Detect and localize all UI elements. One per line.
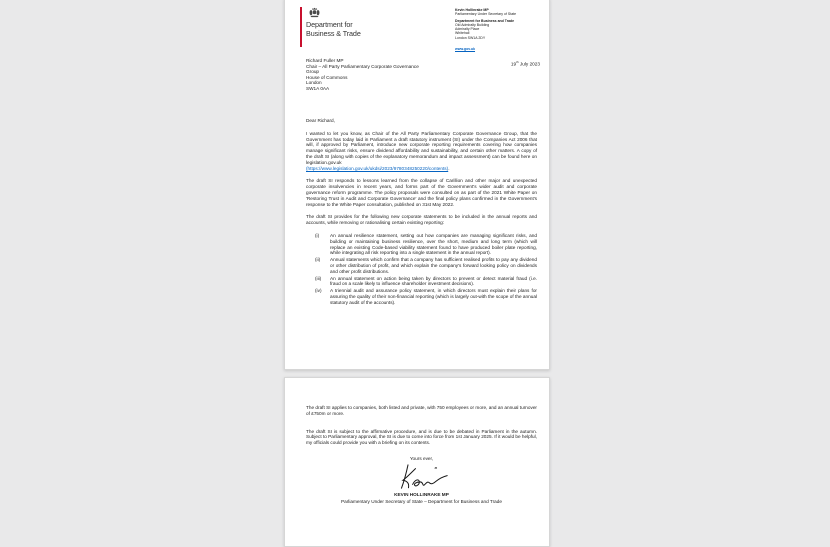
- signatory-name: KEVIN HOLLINRAKE MP: [394, 491, 449, 497]
- closing-valediction: Yours ever,: [409, 455, 434, 461]
- link-suffix: .: [448, 165, 450, 171]
- list-text: A triennial audit and assurance policy statement, in which directors must explain their plans for assuring the quality of their non-financial reporting (which is largely out-with the scope of the annual statutory audit of the accounts).: [330, 288, 537, 305]
- handwritten-signature-icon: [394, 463, 450, 491]
- list-number: (ii): [315, 257, 321, 263]
- dept-name-line2: Business & Trade: [306, 28, 361, 38]
- sender-address-line: Whitehall: [455, 31, 470, 36]
- dept-name-line1: Department for: [306, 20, 353, 29]
- sender-dept: Department for Business and Trade: [455, 19, 515, 24]
- sender-address-line: Admiralty Place: [455, 27, 480, 32]
- list-number: (iv): [315, 288, 322, 294]
- recipient-postcode: SW1A 0AA: [306, 85, 330, 91]
- paragraph-5: The draft SI is subject to the affirmative procedure, and is due to be debated in Parliament in the autumn. Subject to Parliamentary approval, the SI is due to come into force from 1st January 2025. If it would be helpful, my officials could provide you with a briefing on its contents.: [306, 428, 537, 446]
- paragraph-4: The draft SI applies to companies, both listed and private, with 750 employees or more, and an annual turnover of £750m or more.: [306, 405, 537, 416]
- legislation-link[interactable]: (https://www.legislation.gov.uk/ukdsi/2023/9780348250220/contents): [306, 165, 449, 171]
- paragraph-3: The draft SI provides for the following new corporate statements to be included in the annual reports and accounts, while removing or rationalising certain existing reporting:: [306, 214, 537, 226]
- recipient-role: Chair – All Party Parliamentary Corporate Governance: [306, 63, 419, 69]
- letter-page-2: [284, 377, 550, 547]
- legislation-link-line: [306, 166, 537, 172]
- letter-page-1: [284, 0, 550, 370]
- recipient-role-cont: Group: [306, 69, 320, 75]
- list-text: An annual resilience statement, setting out how companies are managing significant risks, and building or maintaining business resilience, over the short, medium and long term (which will replace an existing Code-based viability statement found to have produced boiler plate reporting, while integrating all risk reporting into a single statement in the annual report).: [330, 232, 537, 256]
- list-item-iii: [306, 276, 537, 288]
- royal-crest-icon: [308, 7, 321, 20]
- list-number: (iii): [315, 275, 322, 281]
- list-item-iv: [306, 288, 537, 305]
- salutation: Dear Richard,: [306, 118, 335, 123]
- letter-body: [306, 118, 537, 307]
- signatory-title: Parliamentary Under Secretary of State – Department for Business and Trade: [340, 498, 503, 504]
- logo-red-bar: [300, 7, 302, 47]
- list-item-i: [306, 233, 537, 256]
- sender-address-line: Old Admiralty Building: [455, 23, 490, 28]
- sender-address-line: London SW1A 2DY: [455, 35, 486, 40]
- sender-title: Parliamentary Under Secretary of State: [455, 12, 517, 17]
- recipient-address: House of Commons: [306, 74, 348, 80]
- signature-area: [306, 463, 537, 492]
- letter-date: 19th July 2023: [510, 60, 540, 67]
- list-number: (i): [315, 232, 320, 238]
- dept-name: [306, 21, 361, 39]
- paragraph-2: The draft SI responds to lessons learned from the collapse of Carillion and other major and unexpected corporate insolvencies in recent years, and forms part of the Government's wider audit and corporate governance reform programme. The policy proposals were consulted on as part of the 2021 White Paper on 'Restoring Trust in Audit and Corporate Governance' and the final policy plans confirmed in the Government's response to the White Paper consultation, published on 31st May 2022.: [306, 178, 537, 207]
- dbt-logo: [300, 7, 361, 47]
- recipient-address-block: [306, 58, 419, 92]
- list-item-ii: [306, 257, 537, 274]
- paragraph-1: I wanted to let you know, as Chair of the All Party Parliamentary Corporate Governance Group, that the Government has today laid in Parliament a draft statutory instrument (SI) under the Companies Act 2006 that will, if approved by Parliament, introduce new corporate reporting requirements covering how companies manage significant risks, ensure dividend affordability and sustainability, and certain other matters. A copy of the draft SI (along with copies of the explanatory memorandum and impact assessment) can be found here on legislation.gov.uk: [306, 130, 537, 165]
- sender-contact-block: [455, 8, 549, 51]
- govuk-link[interactable]: www.gov.uk: [455, 46, 476, 51]
- letter-body-page2: [306, 405, 537, 504]
- sender-name: Kevin Hollinrake MP: [455, 8, 489, 12]
- recipient-name: Richard Fuller MP: [306, 58, 344, 63]
- list-text: An annual statement on action being taken by directors to prevent or detect material fraud (i.e. fraud on a scale likely to influence shareholder investment decisions).: [330, 275, 537, 287]
- recipient-city: London: [306, 80, 322, 86]
- list-text: Annual statements which confirm that a company has sufficient realised profits to pay any dividend or other distribution of profit, and which explain the company's forward looking policy on dividends and other profit distributions.: [330, 257, 537, 274]
